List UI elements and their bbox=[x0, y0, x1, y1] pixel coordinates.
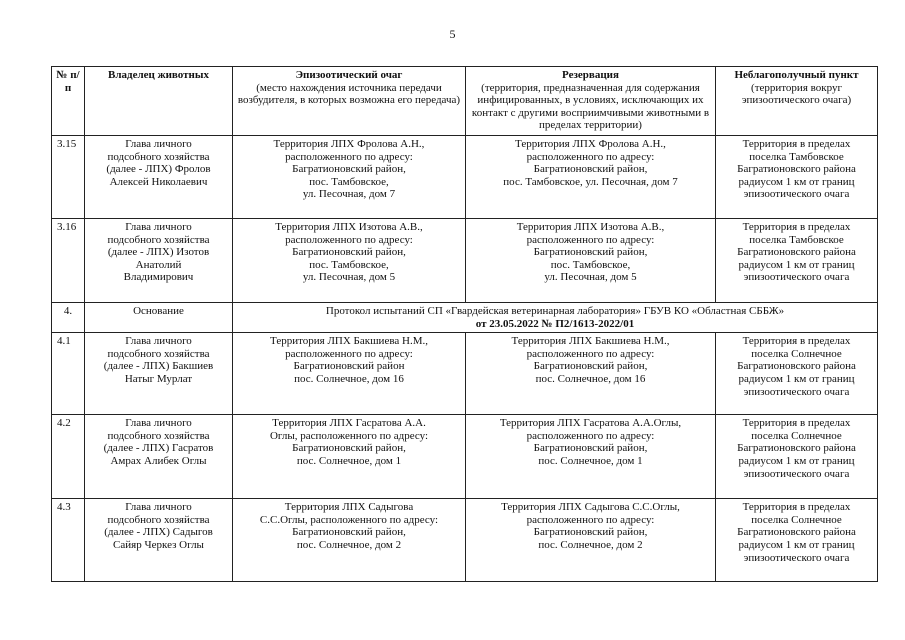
cell-line: расположенного по адресу: bbox=[285, 347, 413, 360]
cell-point bbox=[716, 136, 878, 219]
cell-line: радиусом 1 км от границ bbox=[738, 258, 855, 271]
header-row bbox=[52, 67, 878, 136]
header-point: Неблагополучный пункт (территория вокруг эпизоотического очага) bbox=[716, 67, 878, 136]
cell-line: пос. Тамбовское, bbox=[309, 258, 389, 271]
table-body-bottom bbox=[52, 333, 878, 582]
cell-line: Багратионовского района bbox=[737, 360, 856, 373]
cell-line: пос. Солнечное, дом 16 bbox=[294, 372, 404, 385]
cell-line: подсобного хозяйства bbox=[107, 429, 210, 442]
cell-line: радиусом 1 км от границ bbox=[738, 538, 855, 551]
cell-line: Багратионовский район bbox=[293, 360, 405, 373]
header-focus: Эпизоотический очаг (место нахождения источника передачи возбудителя, в которых возможна его передача) bbox=[233, 67, 466, 136]
cell-line: радиусом 1 км от границ bbox=[738, 454, 855, 467]
cell-line: (далее - ЛПХ) Гасратов bbox=[103, 442, 214, 455]
cell-line: эпизоотического очага bbox=[743, 467, 850, 480]
cell-line: Багратионовского района bbox=[737, 246, 856, 259]
cell-line: ул. Песочная, дом 5 bbox=[544, 271, 637, 284]
cell-line: подсобного хозяйства bbox=[107, 233, 210, 246]
cell-line: расположенного по адресу: bbox=[526, 233, 655, 246]
cell-line: расположенного по адресу: bbox=[285, 150, 413, 163]
cell-line: радиусом 1 км от границ bbox=[738, 175, 855, 188]
cell-line: (далее - ЛПХ) Фролов bbox=[106, 163, 211, 176]
cell-line: подсобного хозяйства bbox=[107, 513, 210, 526]
table-row bbox=[52, 136, 878, 219]
cell-line: пос. Тамбовское, bbox=[309, 175, 389, 188]
cell-point bbox=[716, 333, 878, 415]
cell-line: (далее - ЛПХ) Садыгов bbox=[104, 526, 213, 539]
header-reserve: Резервация (территория, предназначенная для содержания инфицированных, в условиях, исключающих их контакт с другими восприимчивыми животными в пределах территории) bbox=[466, 67, 716, 136]
cell-owner bbox=[85, 333, 233, 415]
cell-line: Анатолий bbox=[135, 258, 182, 271]
cell-line: Глава личного bbox=[125, 138, 192, 150]
cell-line: Территория ЛПХ Гасратова А.А.Оглы, bbox=[499, 417, 682, 430]
cell-reserve bbox=[466, 415, 716, 499]
cell-line: Амрах Алибек Оглы bbox=[110, 454, 207, 467]
cell-owner bbox=[85, 499, 233, 582]
cell-line: Багратионовский район, bbox=[292, 246, 406, 259]
cell-line: Оглы, расположенного по адресу: bbox=[269, 429, 429, 442]
cell-line: С.С.Оглы, расположенного по адресу: bbox=[259, 513, 439, 526]
cell-point bbox=[716, 499, 878, 582]
cell-focus bbox=[233, 499, 466, 582]
cell-line: Багратионовский район, bbox=[533, 163, 648, 176]
cell-line: Натыг Мурлат bbox=[124, 372, 193, 385]
cell-line: Сайяр Черкез Оглы bbox=[113, 538, 204, 551]
epizootic-table bbox=[51, 66, 878, 582]
cell-line: Багратионовский район, bbox=[292, 163, 406, 176]
basis-label: Основание bbox=[85, 303, 233, 333]
cell-line: эпизоотического очага bbox=[743, 385, 850, 398]
cell-line: Территория ЛПХ Бакшиева Н.М., bbox=[270, 335, 428, 348]
basis-num: 4. bbox=[52, 303, 85, 333]
cell-line: поселка Солнечное bbox=[751, 513, 842, 526]
basis-protocol: Протокол испытаний СП «Гвардейская ветеринарная лаборатория» ГБУВ КО «Областная СББЖ» bbox=[325, 305, 785, 317]
cell-line: (далее - ЛПХ) Изотов bbox=[107, 246, 210, 259]
cell-line: Территория ЛПХ Бакшиева Н.М., bbox=[511, 335, 670, 348]
cell-line: ул. Песочная, дом 5 bbox=[302, 271, 396, 284]
cell-line: Багратионовский район, bbox=[533, 246, 648, 259]
cell-line: расположенного по адресу: bbox=[526, 347, 655, 360]
cell-line: пос. Тамбовское, ул. Песочная, дом 7 bbox=[503, 175, 678, 188]
table-row bbox=[52, 333, 878, 415]
cell-line: радиусом 1 км от границ bbox=[738, 372, 855, 385]
cell-line: расположенного по адресу: bbox=[526, 513, 655, 526]
cell-focus bbox=[233, 136, 466, 219]
cell-line: Багратионовский район, bbox=[292, 442, 406, 455]
cell-line: Багратионовский район, bbox=[533, 526, 648, 539]
cell-point bbox=[716, 415, 878, 499]
cell-line: поселка Солнечное bbox=[751, 429, 842, 442]
table-row bbox=[52, 219, 878, 303]
basis-text bbox=[233, 303, 878, 333]
table-row bbox=[52, 499, 878, 582]
cell-line: Владимирович bbox=[123, 271, 194, 284]
basis-date: от 23.05.2022 № П2/1613-2022/01 bbox=[475, 317, 635, 330]
cell-owner bbox=[85, 136, 233, 219]
cell-focus bbox=[233, 415, 466, 499]
cell-line: пос. Тамбовское, bbox=[550, 258, 631, 271]
basis-row bbox=[52, 303, 878, 333]
cell-line: Багратионовского района bbox=[737, 442, 856, 455]
cell-line: Багратионовского района bbox=[737, 163, 856, 176]
header-owner: Владелец животных bbox=[85, 67, 233, 136]
cell-line: Глава личного bbox=[125, 221, 192, 233]
cell-owner bbox=[85, 415, 233, 499]
cell-line: расположенного по адресу: bbox=[285, 233, 413, 246]
cell-line: Территория ЛПХ Изотова А.В., bbox=[275, 221, 423, 233]
cell-line: эпизоотического очага bbox=[743, 551, 850, 564]
row-number: 3.15 bbox=[52, 136, 85, 219]
row-number: 4.3 bbox=[52, 499, 85, 582]
cell-line: Багратионовский район, bbox=[292, 526, 406, 539]
cell-line: Территория в пределах bbox=[742, 138, 851, 150]
cell-line: Территория в пределах bbox=[742, 417, 851, 430]
cell-line: подсобного хозяйства bbox=[107, 150, 210, 163]
cell-line: Территория в пределах bbox=[742, 221, 851, 233]
table-body-top bbox=[52, 136, 878, 303]
cell-reserve bbox=[466, 499, 716, 582]
cell-focus bbox=[233, 219, 466, 303]
cell-line: поселка Тамбовское bbox=[749, 150, 844, 163]
cell-line: Территория в пределах bbox=[742, 501, 851, 514]
cell-line: Багратионовский район, bbox=[533, 442, 648, 455]
table-body-basis bbox=[52, 303, 878, 333]
cell-line: эпизоотического очага bbox=[743, 271, 850, 284]
cell-owner bbox=[85, 219, 233, 303]
cell-reserve bbox=[466, 333, 716, 415]
cell-line: Глава личного bbox=[125, 501, 192, 514]
page-number: 5 bbox=[449, 27, 456, 41]
cell-line: пос. Солнечное, дом 1 bbox=[538, 454, 643, 467]
cell-line: (далее - ЛПХ) Бакшиев bbox=[103, 360, 214, 373]
cell-line: пос. Солнечное, дом 2 bbox=[538, 538, 643, 551]
cell-line: эпизоотического очага bbox=[743, 188, 850, 201]
cell-line: Багратионовского района bbox=[737, 526, 856, 539]
cell-point bbox=[716, 219, 878, 303]
cell-line: ул. Песочная, дом 7 bbox=[302, 188, 396, 201]
cell-line: Территория ЛПХ Фролова А.Н., bbox=[515, 138, 666, 150]
cell-line: пос. Солнечное, дом 1 bbox=[296, 454, 402, 467]
cell-line: Территория ЛПХ Гасратова А.А. bbox=[272, 417, 426, 430]
cell-line: подсобного хозяйства bbox=[107, 347, 210, 360]
cell-line: Глава личного bbox=[125, 417, 192, 430]
cell-line: Территория ЛПХ Садыгова bbox=[284, 501, 414, 514]
cell-line: Алексей Николаевич bbox=[109, 175, 208, 188]
cell-reserve bbox=[466, 136, 716, 219]
row-number: 3.16 bbox=[52, 219, 85, 303]
cell-focus bbox=[233, 333, 466, 415]
cell-line: расположенного по адресу: bbox=[526, 429, 655, 442]
cell-line: Территория в пределах bbox=[742, 335, 851, 348]
cell-line: расположенного по адресу: bbox=[526, 150, 655, 163]
cell-line: поселка Солнечное bbox=[751, 347, 842, 360]
cell-reserve bbox=[466, 219, 716, 303]
cell-line: пос. Солнечное, дом 2 bbox=[296, 538, 402, 551]
cell-line: Глава личного bbox=[125, 335, 192, 348]
cell-line: Багратионовский район, bbox=[533, 360, 648, 373]
row-number: 4.1 bbox=[52, 333, 85, 415]
cell-line: пос. Солнечное, дом 16 bbox=[535, 372, 646, 385]
row-number: 4.2 bbox=[52, 415, 85, 499]
cell-line: Территория ЛПХ Садыгова С.С.Оглы, bbox=[501, 501, 680, 514]
table-row bbox=[52, 415, 878, 499]
header-num: № п/п bbox=[52, 67, 85, 136]
cell-line: Территория ЛПХ Фролова А.Н., bbox=[273, 138, 425, 150]
cell-line: Территория ЛПХ Изотова А.В., bbox=[516, 221, 665, 233]
cell-line: поселка Тамбовское bbox=[749, 233, 844, 246]
